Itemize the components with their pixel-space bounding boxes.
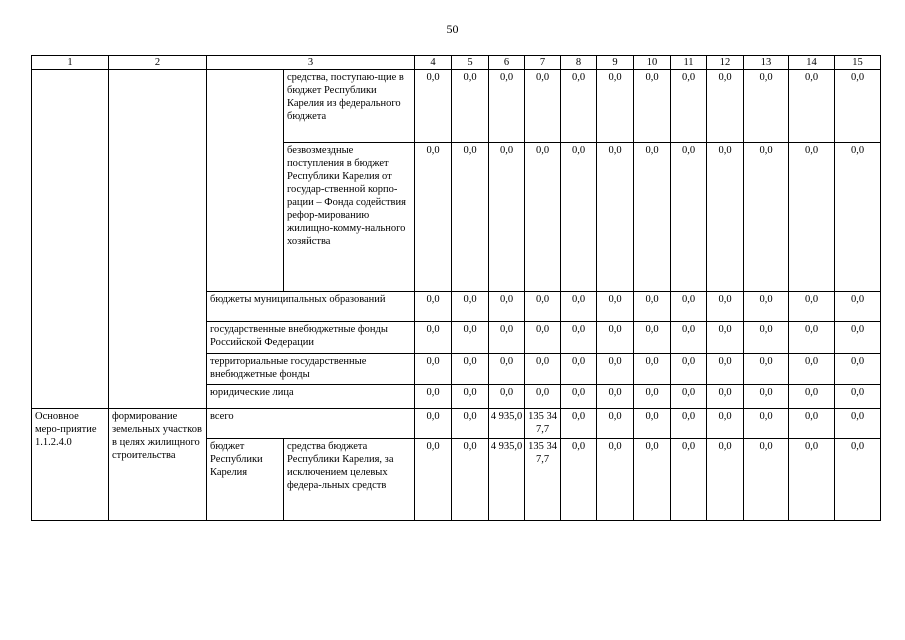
value-cell: 0,0 — [415, 439, 452, 521]
value-cell: 0,0 — [835, 439, 881, 521]
value-cell: 0,0 — [707, 409, 744, 439]
value-cell: 0,0 — [744, 70, 789, 143]
value-cell: 0,0 — [707, 385, 744, 409]
value-cell: 0,0 — [671, 322, 707, 354]
value-cell: 0,0 — [561, 354, 597, 385]
cell-empty — [109, 70, 207, 409]
value-cell: 0,0 — [671, 143, 707, 292]
header-cell: 3 — [207, 56, 415, 70]
value-cell: 0,0 — [835, 385, 881, 409]
value-cell: 0,0 — [835, 409, 881, 439]
value-cell: 0,0 — [835, 70, 881, 143]
value-cell: 0,0 — [671, 439, 707, 521]
value-cell: 0,0 — [525, 70, 561, 143]
funding-source: юридические лица — [207, 385, 415, 409]
value-cell: 0,0 — [789, 70, 835, 143]
value-cell: 0,0 — [489, 322, 525, 354]
value-cell: 0,0 — [415, 354, 452, 385]
value-cell: 0,0 — [634, 439, 671, 521]
header-cell: 11 — [671, 56, 707, 70]
value-cell: 0,0 — [415, 292, 452, 322]
header-cell: 4 — [415, 56, 452, 70]
value-cell: 0,0 — [452, 409, 489, 439]
value-cell: 0,0 — [634, 385, 671, 409]
funding-source: безвозмездные поступления в бюджет Республики Карелия от государ-ственной корпо-рации – Фонда содействия рефор-мированию жилищно-комму-нального хозяйства — [284, 143, 415, 292]
value-cell: 0,0 — [489, 70, 525, 143]
value-cell: 0,0 — [597, 322, 634, 354]
value-cell: 0,0 — [835, 354, 881, 385]
value-cell: 0,0 — [707, 70, 744, 143]
value-cell: 0,0 — [415, 385, 452, 409]
value-cell: 0,0 — [835, 292, 881, 322]
value-cell: 0,0 — [525, 292, 561, 322]
value-cell: 0,0 — [452, 143, 489, 292]
value-cell: 0,0 — [789, 385, 835, 409]
header-cell: 14 — [789, 56, 835, 70]
funding-source: средства бюджета Республики Карелия, за исключением целевых федера-льных средств — [284, 439, 415, 521]
header-cell: 2 — [109, 56, 207, 70]
value-cell: 0,0 — [489, 354, 525, 385]
value-cell: 0,0 — [452, 292, 489, 322]
value-cell: 0,0 — [489, 385, 525, 409]
value-cell: 0,0 — [707, 292, 744, 322]
header-cell: 13 — [744, 56, 789, 70]
value-cell: 0,0 — [744, 409, 789, 439]
budget-name: бюджет Республики Карелия — [207, 439, 284, 521]
header-cell: 10 — [634, 56, 671, 70]
value-cell: 0,0 — [561, 143, 597, 292]
funding-source: всего — [207, 409, 415, 439]
measure-name: формирование земельных участков в целях жилищного строительства — [109, 409, 207, 521]
value-cell: 0,0 — [707, 439, 744, 521]
value-cell: 0,0 — [561, 322, 597, 354]
value-cell: 0,0 — [452, 354, 489, 385]
value-cell: 0,0 — [634, 292, 671, 322]
funding-source: бюджеты муниципальных образований — [207, 292, 415, 322]
header-row — [32, 56, 881, 70]
value-cell: 0,0 — [744, 322, 789, 354]
value-cell: 0,0 — [707, 354, 744, 385]
value-cell: 0,0 — [597, 292, 634, 322]
funding-source: средства, поступаю-щие в бюджет Республики Карелия из федерального бюджета — [284, 70, 415, 143]
value-cell: 0,0 — [671, 292, 707, 322]
value-cell: 0,0 — [561, 385, 597, 409]
cell-empty — [32, 70, 109, 409]
value-cell: 0,0 — [835, 143, 881, 292]
value-cell: 0,0 — [452, 70, 489, 143]
value-cell: 0,0 — [744, 354, 789, 385]
table-row — [32, 70, 881, 143]
header-cell: 7 — [525, 56, 561, 70]
value-cell: 0,0 — [744, 439, 789, 521]
value-cell: 0,0 — [789, 439, 835, 521]
value-cell: 0,0 — [789, 354, 835, 385]
table-row — [32, 409, 881, 439]
header-cell: 1 — [32, 56, 109, 70]
page-number: 50 — [446, 22, 459, 36]
value-cell: 0,0 — [415, 409, 452, 439]
value-cell: 0,0 — [597, 354, 634, 385]
value-cell: 4 935,0 — [489, 409, 525, 439]
value-cell: 0,0 — [597, 439, 634, 521]
value-cell: 0,0 — [789, 143, 835, 292]
value-cell: 0,0 — [415, 70, 452, 143]
header-cell: 8 — [561, 56, 597, 70]
cell-empty — [207, 70, 284, 292]
value-cell: 0,0 — [452, 322, 489, 354]
header-cell: 5 — [452, 56, 489, 70]
funding-source: территориальные государственные внебюджетные фонды — [207, 354, 415, 385]
value-cell: 0,0 — [597, 70, 634, 143]
value-cell: 0,0 — [789, 322, 835, 354]
value-cell: 0,0 — [634, 354, 671, 385]
value-cell: 0,0 — [561, 409, 597, 439]
value-cell: 135 347,7 — [525, 409, 561, 439]
value-cell: 0,0 — [597, 385, 634, 409]
value-cell: 0,0 — [707, 322, 744, 354]
budget-table — [31, 55, 881, 521]
value-cell: 0,0 — [634, 70, 671, 143]
value-cell: 0,0 — [634, 322, 671, 354]
value-cell: 0,0 — [452, 439, 489, 521]
value-cell: 0,0 — [671, 354, 707, 385]
value-cell: 0,0 — [744, 292, 789, 322]
value-cell: 0,0 — [489, 292, 525, 322]
value-cell: 0,0 — [597, 143, 634, 292]
value-cell: 0,0 — [835, 322, 881, 354]
value-cell: 0,0 — [561, 70, 597, 143]
value-cell: 0,0 — [415, 143, 452, 292]
value-cell: 0,0 — [525, 143, 561, 292]
value-cell: 0,0 — [525, 385, 561, 409]
value-cell: 0,0 — [489, 143, 525, 292]
value-cell: 0,0 — [525, 354, 561, 385]
header-cell: 15 — [835, 56, 881, 70]
value-cell: 0,0 — [671, 70, 707, 143]
value-cell: 4 935,0 — [489, 439, 525, 521]
value-cell: 0,0 — [525, 322, 561, 354]
header-cell: 9 — [597, 56, 634, 70]
value-cell: 0,0 — [452, 385, 489, 409]
header-cell: 6 — [489, 56, 525, 70]
value-cell: 0,0 — [789, 409, 835, 439]
value-cell: 0,0 — [671, 409, 707, 439]
value-cell: 0,0 — [415, 322, 452, 354]
value-cell: 0,0 — [634, 409, 671, 439]
value-cell: 0,0 — [634, 143, 671, 292]
value-cell: 135 347,7 — [525, 439, 561, 521]
value-cell: 0,0 — [789, 292, 835, 322]
header-cell: 12 — [707, 56, 744, 70]
value-cell: 0,0 — [744, 143, 789, 292]
value-cell: 0,0 — [597, 409, 634, 439]
value-cell: 0,0 — [744, 385, 789, 409]
value-cell: 0,0 — [561, 439, 597, 521]
measure-id: Основное меро-приятие 1.1.2.4.0 — [32, 409, 109, 521]
value-cell: 0,0 — [671, 385, 707, 409]
value-cell: 0,0 — [561, 292, 597, 322]
value-cell: 0,0 — [707, 143, 744, 292]
funding-source: государственные внебюджетные фонды Российской Федерации — [207, 322, 415, 354]
